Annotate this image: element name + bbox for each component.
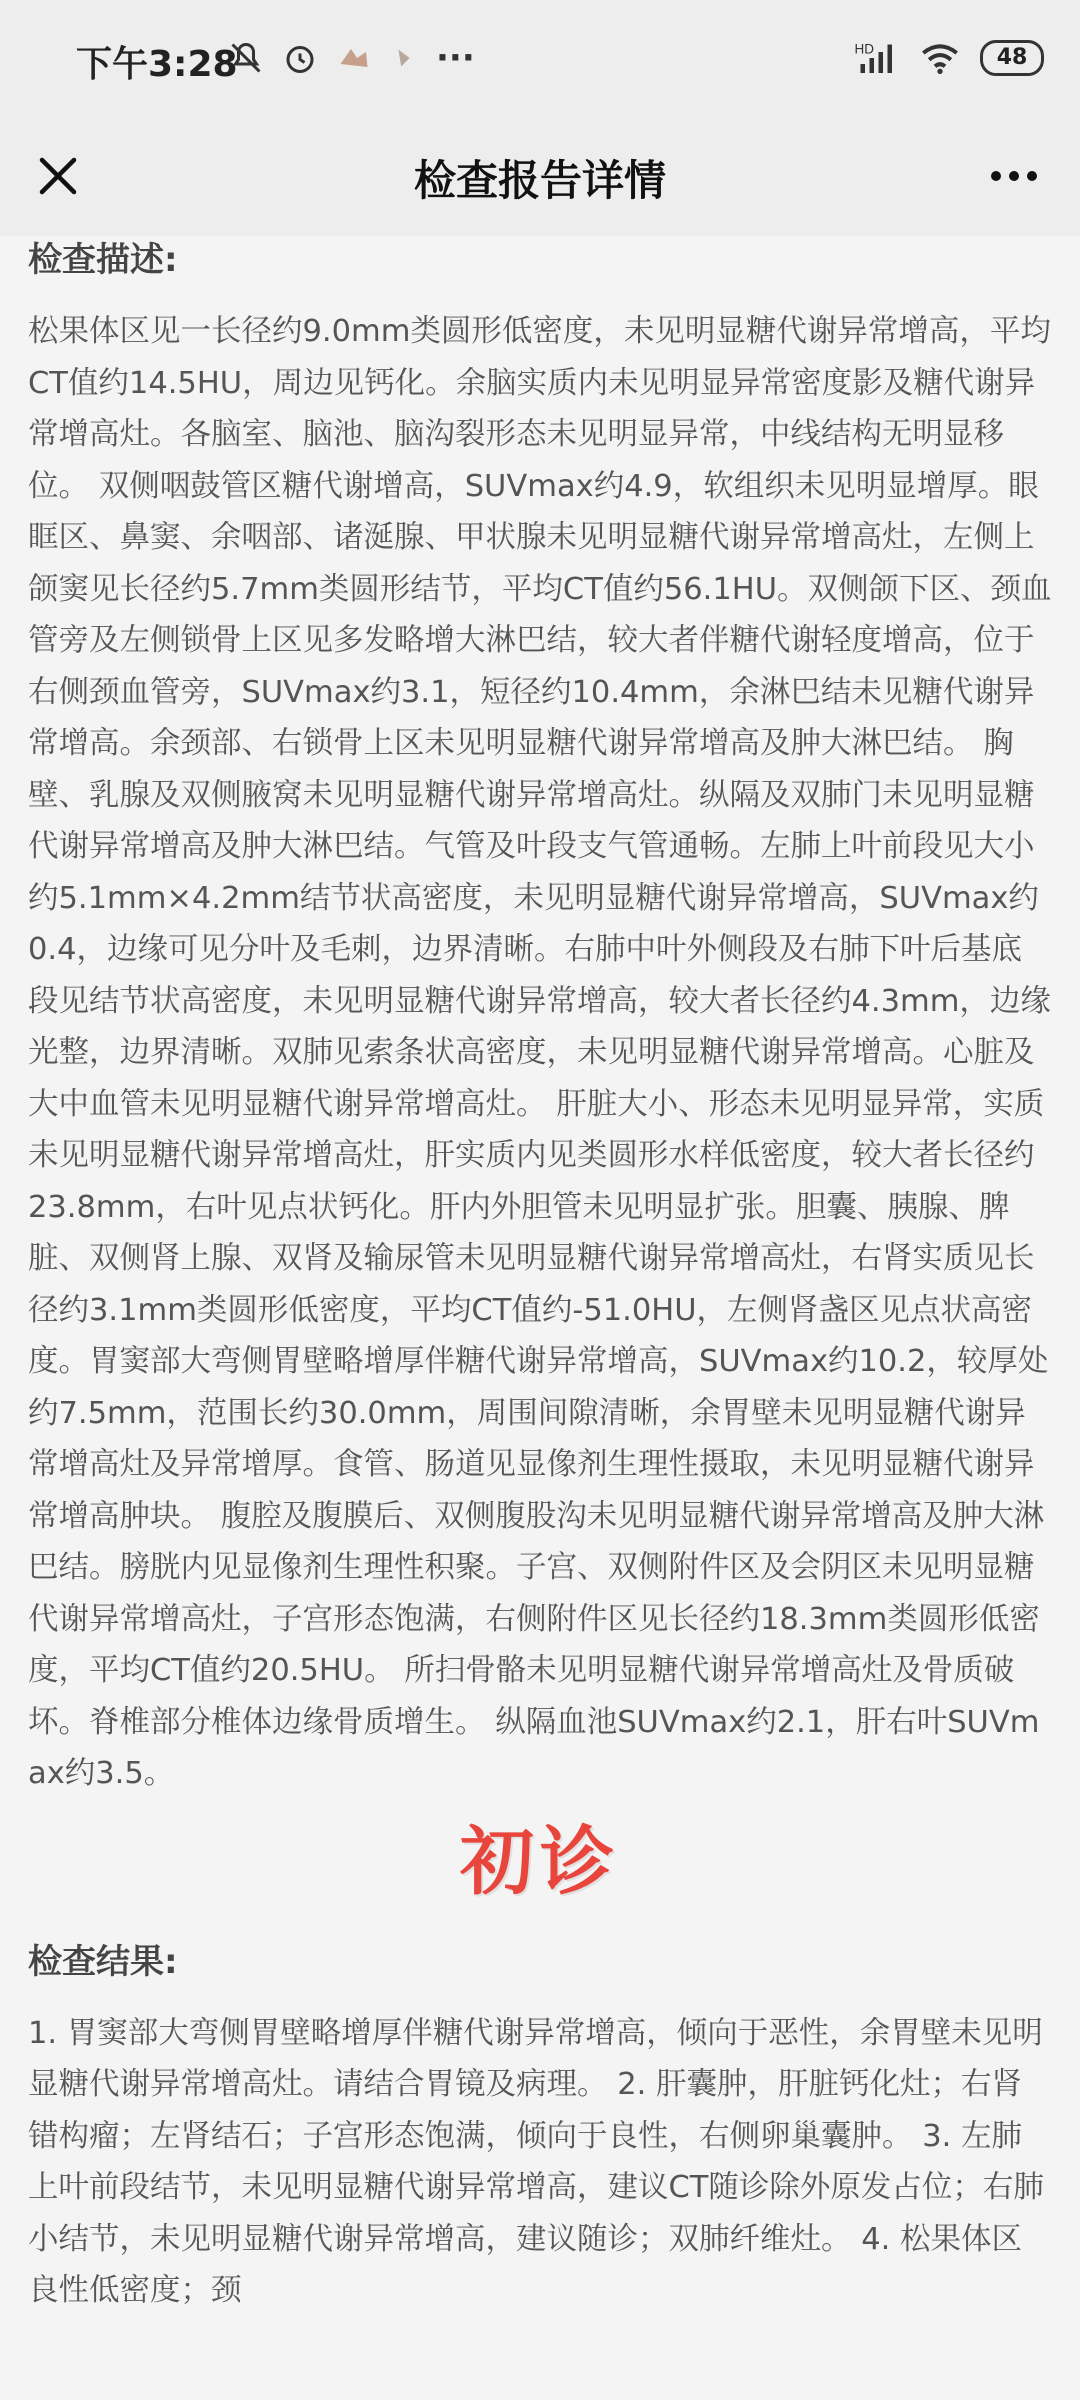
result-heading: 检查结果: [28, 1941, 178, 1982]
more-dot-icon [1027, 171, 1037, 181]
network-type-label: HD [854, 41, 874, 57]
app-header [0, 118, 1080, 236]
mute-icon [228, 40, 264, 76]
system-icons [854, 36, 1044, 80]
description-text: 松果体区见一长径约9.0mm类圆形低密度，未见明显糖代谢异常增高，平均CT值约14.5HU，周边见钙化。余脑实质内未见明显异常密度影及糖代谢异常增高灶。各脑室、脑池、脑沟裂形态未见明显异常，中线结构无明显移位。 双侧咽鼓管区糖代谢增高，SUVmax约4.9，软组织未见明显增厚。眼眶区、鼻窦、余咽部、诸涎腺、甲状腺未见明显糖代谢异常增高灶，左侧上颌窦见长径约5.7mm类圆形结节，平均CT值约56.1HU。双侧颌下区、颈血管旁及左侧锁骨上区见多发略增大淋巴结，较大者伴糖代谢轻度增高，位于右侧颈血管旁，SUVmax约3.1，短径约10.4mm，余淋巴结未见糖代谢异常增高。余颈部、右锁骨上区未见明显糖代谢异常增高及肿大淋巴结。 胸壁、乳腺及双侧腋窝未见明显糖代谢异常增高灶。纵隔及双肺门未见明显糖代谢异常增高及肿大淋巴结。气管及叶段支气管通畅。左肺上叶前段见大小约5.1mm×4.2mm结节状高密度，未见明显糖代谢异常增高，SUVmax约0.4，边缘可见分叶及毛刺，边界清晰。右肺中叶外侧段及右肺下叶后基底段见结节状高密度，未见明显糖代谢异常增高，较大者长径约4.3mm，边缘光整，边界清晰。双肺见索条状高密度，未见明显糖代谢异常增高。心脏及大中血管未见明显糖代谢异常增高灶。 肝脏大小、形态未见明显异常，实质未见明显糖代谢异常增高灶，肝实质内见类圆形水样低密度，较大者长径约23.8mm，右叶见点状钙化。肝内外胆管未见明显扩张。胆囊、胰腺、脾脏、双侧肾上腺、双肾及输尿管未见明显糖代谢异常增高灶，右肾实质见长径约3.1mm类圆形低密度，平均CT值约-51.0HU，左侧肾盏区见点状高密度。胃窦部大弯侧胃壁略增厚伴糖代谢异常增高，SUVmax约10.2，较厚处约7.5mm，范围长约30.0mm，周围间隙清晰，余胃壁未见明显糖代谢异常增高灶及异常增厚。食管、肠道见显像剂生理性摄取，未见明显糖代谢异常增高肿块。 腹腔及腹膜后、双侧腹股沟未见明显糖代谢异常增高及肿大淋巴结。膀胱内见显像剂生理性积聚。子宫、双侧附件区及会阴区未见明显糖代谢异常增高灶，子宫形态饱满，右侧附件区见长径约18.3mm类圆形低密度，平均CT值约20.5HU。 所扫骨骼未见明显糖代谢异常增高灶及骨质破坏。脊椎部分椎体边缘骨质增生。 纵隔血池SUVmax约2.1，肝右叶SUVmax约3.5。 [28, 314, 1052, 1791]
more-options-button[interactable] [982, 146, 1046, 206]
alarm-icon [282, 40, 318, 76]
app-notification-icon-2 [390, 43, 418, 73]
notification-icons [228, 36, 475, 80]
more-dot-icon [991, 171, 1001, 181]
status-bar [0, 0, 1080, 118]
initial-diagnosis-stamp: 初诊 [460, 1818, 620, 1905]
battery-indicator: 48 [980, 40, 1044, 76]
more-dot-icon [1009, 171, 1019, 181]
wifi-icon [920, 41, 960, 75]
report-content [28, 236, 1052, 2317]
status-time: 下午3:28 [76, 44, 238, 85]
app-notification-icon [336, 43, 372, 73]
description-heading: 检查描述: [28, 240, 178, 280]
result-text: 1. 胃窦部大弯侧胃壁略增厚伴糖代谢异常增高，倾向于恶性，余胃壁未见明显糖代谢异常增高灶。请结合胃镜及病理。 2. 肝囊肿，肝脏钙化灶；右肾错构瘤；左肾结石；子宫形态饱满，倾向于良性，右侧卵巢囊肿。 3. 左肺上叶前段结节，未见明显糖代谢异常增高，建议CT随诊除外原发占位；右肺小结节，未见明显糖代谢异常增高，建议随诊；双肺纤维灶。 4. 松果体区良性低密度；颈 [28, 2015, 1044, 2308]
signal-icon [854, 40, 900, 76]
more-notifications-icon: ··· [436, 38, 475, 78]
page-title: 检查报告详情 [413, 156, 666, 205]
